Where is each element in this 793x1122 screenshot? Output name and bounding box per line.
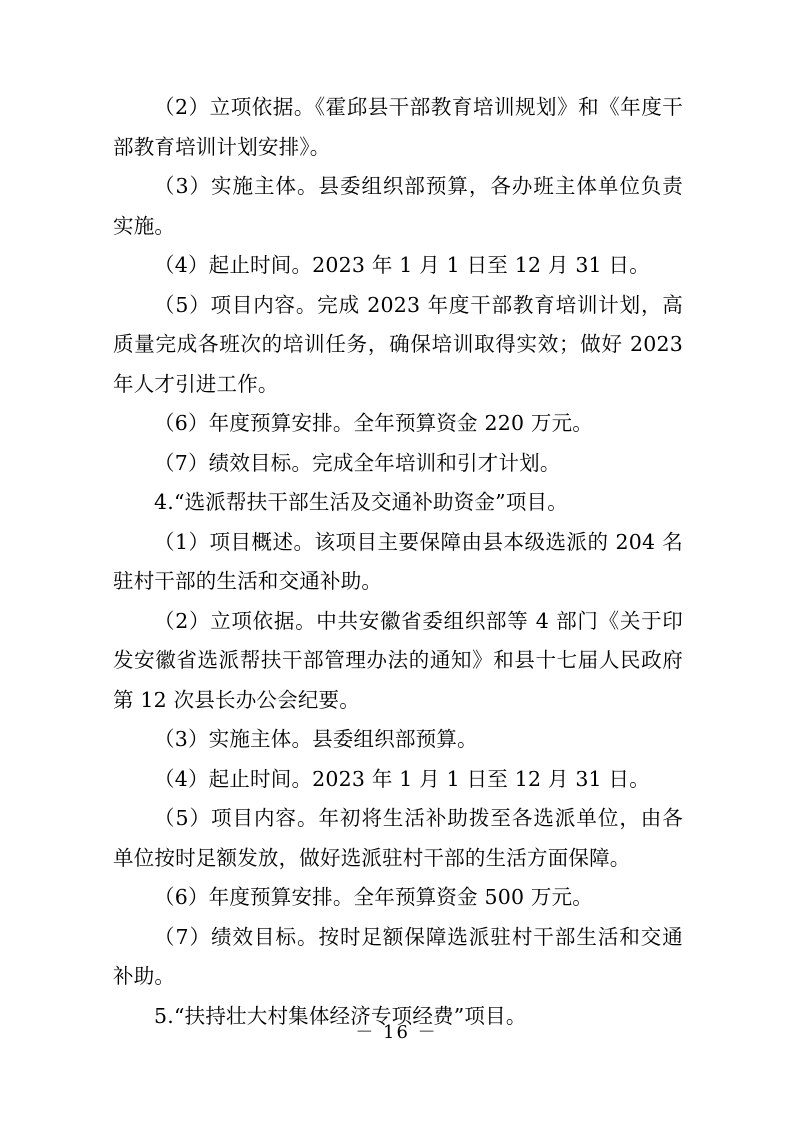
paragraph: （4）起止时间。2023 年 1 月 1 日至 12 月 31 日。 (154, 766, 650, 791)
paragraph: （6）年度预算安排。全年预算资金 220 万元。 (154, 411, 594, 435)
paragraph: （7）绩效目标。按时足额保障选派驻村干部生活和交通补助。 (113, 924, 683, 988)
paragraph: 4.“选派帮扶干部生活及交通补助资金”项目。 (154, 490, 568, 514)
paragraph: （7）绩效目标。完成全年培训和引才计划。 (154, 450, 561, 475)
paragraph: （3）实施主体。县委组织部预算，各办班主体单位负责实施。 (113, 174, 683, 238)
paragraph: 5.“扶持壮大村集体经济专项经费”项目。 (154, 1003, 527, 1028)
page-number: － 16 － (355, 1022, 438, 1043)
paragraph: （2）立项依据。中共安徽省委组织部等 4 部门《关于印发安徽省选派帮扶干部管理办法的通知》和县十七届人民政府第 12 次县长办公会纪要。 (113, 608, 683, 712)
document-body (113, 88, 683, 1036)
paragraph: （6）年度预算安排。全年预算资金 500 万元。 (154, 885, 594, 909)
paragraph: （5）项目内容。年初将生活补助拨至各选派单位，由各单位按时足额发放，做好选派驻村干部的生活方面保障。 (113, 806, 683, 870)
paragraph: （2）立项依据。《霍邱县干部教育培训规划》和《年度干部教育培训计划安排》。 (113, 95, 683, 159)
paragraph: （4）起止时间。2023 年 1 月 1 日至 12 月 31 日。 (154, 253, 650, 277)
paragraph: （3）实施主体。县委组织部预算。 (154, 727, 478, 751)
paragraph: （5）项目内容。完成 2023 年度干部教育培训计划，高质量完成各班次的培训任务，确保培训取得实效；做好 2023 年人才引进工作。 (113, 292, 683, 396)
paragraph: （1）项目概述。该项目主要保障由县本级选派的 204 名驻村干部的生活和交通补助。 (113, 529, 683, 593)
